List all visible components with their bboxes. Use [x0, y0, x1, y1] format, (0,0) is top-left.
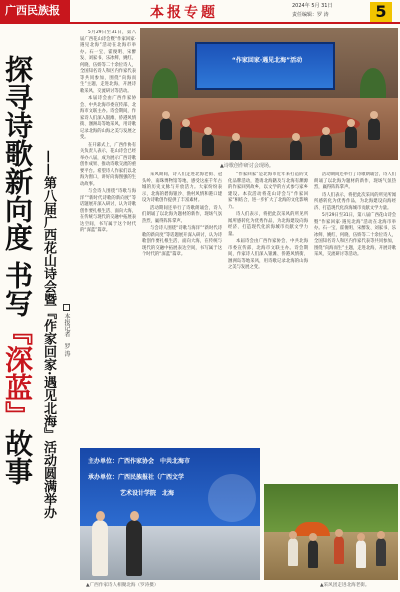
headline-main: 探寻诗歌新向度 书写 — [1, 55, 34, 317]
paragraph: 在开幕式上，广西作协有关负责人表示，花山诗会已经举办八届，成为展示广西诗歌创作成果、推动诗歌交流的重要平台。希望诗人作家们以北海为窗口，讲好向海图强的生动故事。 — [80, 142, 136, 187]
byline-box-icon — [63, 304, 70, 311]
visitor — [308, 540, 318, 568]
attendee — [160, 118, 172, 140]
photo-caption-top: ▲诗歌创作研讨会现场。 — [220, 163, 274, 169]
banner-organizer-line: 主办单位：广西作家协会 中共北海市 — [88, 458, 191, 465]
paragraph: 活动期间还举行了诗歌朗诵会，诗人们朗诵了以北海为题材的新作，现场气氛热烈，赢得阵阵掌声。 — [314, 172, 396, 190]
banner-coorganizer-line: 艺术设计学院 北海 — [120, 490, 175, 497]
article-headline — [2, 55, 32, 485]
visitor — [356, 540, 366, 568]
attendee — [320, 134, 332, 156]
text-column-4 — [314, 172, 396, 478]
paragraph: 诗人们表示，将把此次采风的所见所闻所感转化为优秀作品，为北海建设向海经济、打造现代化滨海城市贡献文学力量。 — [228, 212, 308, 237]
photo-trees — [264, 484, 398, 532]
event-banner — [80, 448, 260, 526]
issue-date: 2024年 5月 31日 — [292, 3, 333, 9]
banner-host-line: 承办单位：广西民族报社（广西文学 — [88, 474, 185, 481]
visitor — [288, 538, 298, 566]
text-column-2 — [142, 172, 222, 442]
text-column-1 — [80, 30, 136, 440]
photo-screen — [195, 42, 335, 90]
visitor — [376, 538, 386, 566]
attendee — [202, 134, 214, 156]
header-divider — [0, 22, 400, 24]
paragraph: 5月29日至31日，第八届广西花山诗会暨“作家回家·遇见北海”活动在北海市举办。石一宝、霍俊明、宋醉发、刘家书、乐冰鲜、姚红、何晓、伍娇等二十余位诗人，全国知名诗人和区内作家代表等共同参加，围绕“向海而生”主题，走进北海，开展诗歌采风、交流研讨等活动。 — [80, 30, 136, 94]
paragraph: 与会诗人围绕“诗歌与海洋”“新时代诗歌的新向度”等话题展开深入研讨，认为诗歌创作要扎根生活、面向大海，在传统与现代的交融中拓展表达空间，书写属于这个时代的“深蓝”篇章。 — [142, 226, 222, 257]
paragraph: 5月29日至31日，第八届广西花山诗会暨“作家回家·遇见北海”活动在北海市举办。石一宝、霍俊明、宋醉发、刘家书、乐冰鲜、姚红、何晓、伍娇等二十余位诗人，全国知名诗人和区内作家代表等共同参加，围绕“向海而生”主题，走进北海，开展诗歌采风、交流研讨等活动。 — [314, 213, 396, 257]
attendee — [290, 140, 302, 160]
photo-field-trip — [264, 484, 398, 580]
page-header — [0, 0, 400, 24]
headline-end: 故事 — [1, 428, 34, 485]
article-subheadline: ——第八届广西花山诗会暨『作家回家·遇见北海』活动圆满举办 — [41, 150, 56, 519]
headline-highlight: 『深蓝』 — [1, 316, 34, 429]
paragraph: 与会诗人围绕“诗歌与海洋”“新时代诗歌的新向度”等话题展开深入研讨，认为诗歌创作要扎根生活、面向大海，在传统与现代的交融中拓展表达空间，书写属于这个时代的“深蓝”篇章。 — [80, 189, 136, 233]
photo-event-hosts — [80, 448, 260, 580]
attendee — [368, 118, 380, 140]
byline-label: 本报记者 — [63, 313, 70, 337]
banner-emblem — [208, 474, 256, 522]
section-title: 本报专题 — [150, 5, 218, 21]
byline-name: 罗 涛 — [63, 343, 70, 357]
paragraph: “作家回家”是北海市近年来打造的文化品牌活动，邀请北海籍及与北海有渊源的作家回到故乡，以文学的方式参与家乡建设。本次活动将花山诗会与“作家回家”相结合，进一步扩大了北海的文化影响力。 — [228, 172, 308, 210]
photo-caption-bottom: ▲广西作家诗人相聚北海（罗涛摄） — [86, 583, 159, 588]
paragraph: 诗人们表示，将把此次采风的所见所闻所感转化为优秀作品，为北海建设向海经济、打造现代化滨海城市贡献文学力量。 — [314, 192, 396, 211]
attendee — [345, 126, 357, 148]
host-male — [92, 520, 108, 576]
page-number-badge: 5 — [370, 2, 392, 22]
paragraph: 本届诗会由广西作家协会、中共北海市委宣传部、北海市文联主办。诗会期间，作家诗人们深入银滩、侨港风情街、涠洲岛等地采风，用诗歌记录北海的山海之美与发展之变。 — [228, 239, 308, 270]
visitor — [334, 536, 344, 564]
editor-credit: 责任编辑：罗 涛 — [292, 12, 329, 18]
host-female — [126, 520, 142, 576]
paragraph: 采风期间，诗人们走进北海老街、冠头岭、南珠博物馆等地，感受这座千年古城的历史文脉与开放活力。大家纷纷表示，北海的碧海银沙、渔村风情和港口建设为诗歌创作提供了丰富素材。 — [142, 172, 222, 203]
text-column-3 — [228, 172, 308, 442]
attendee — [180, 126, 192, 148]
masthead-logo: 广西民族报 — [0, 0, 70, 22]
byline — [62, 304, 70, 357]
photo-caption-right: ▲采风团走进北海老街。 — [320, 583, 370, 588]
paragraph: 本届诗会由广西作家协会、中共北海市委宣传部、北海市文联主办。诗会期间，作家诗人们深入银滩、侨港风情街、涠洲岛等地采风，用诗歌记录北海的山海之美与发展之变。 — [80, 96, 136, 140]
screen-title: “作家回家·遇见北海”活动 — [231, 57, 303, 64]
paragraph: 活动期间还举行了诗歌朗诵会，诗人们朗诵了以北海为题材的新作，现场气氛热烈，赢得阵阵掌声。 — [142, 205, 222, 224]
attendee — [230, 140, 242, 160]
photo-seminar — [140, 28, 398, 160]
